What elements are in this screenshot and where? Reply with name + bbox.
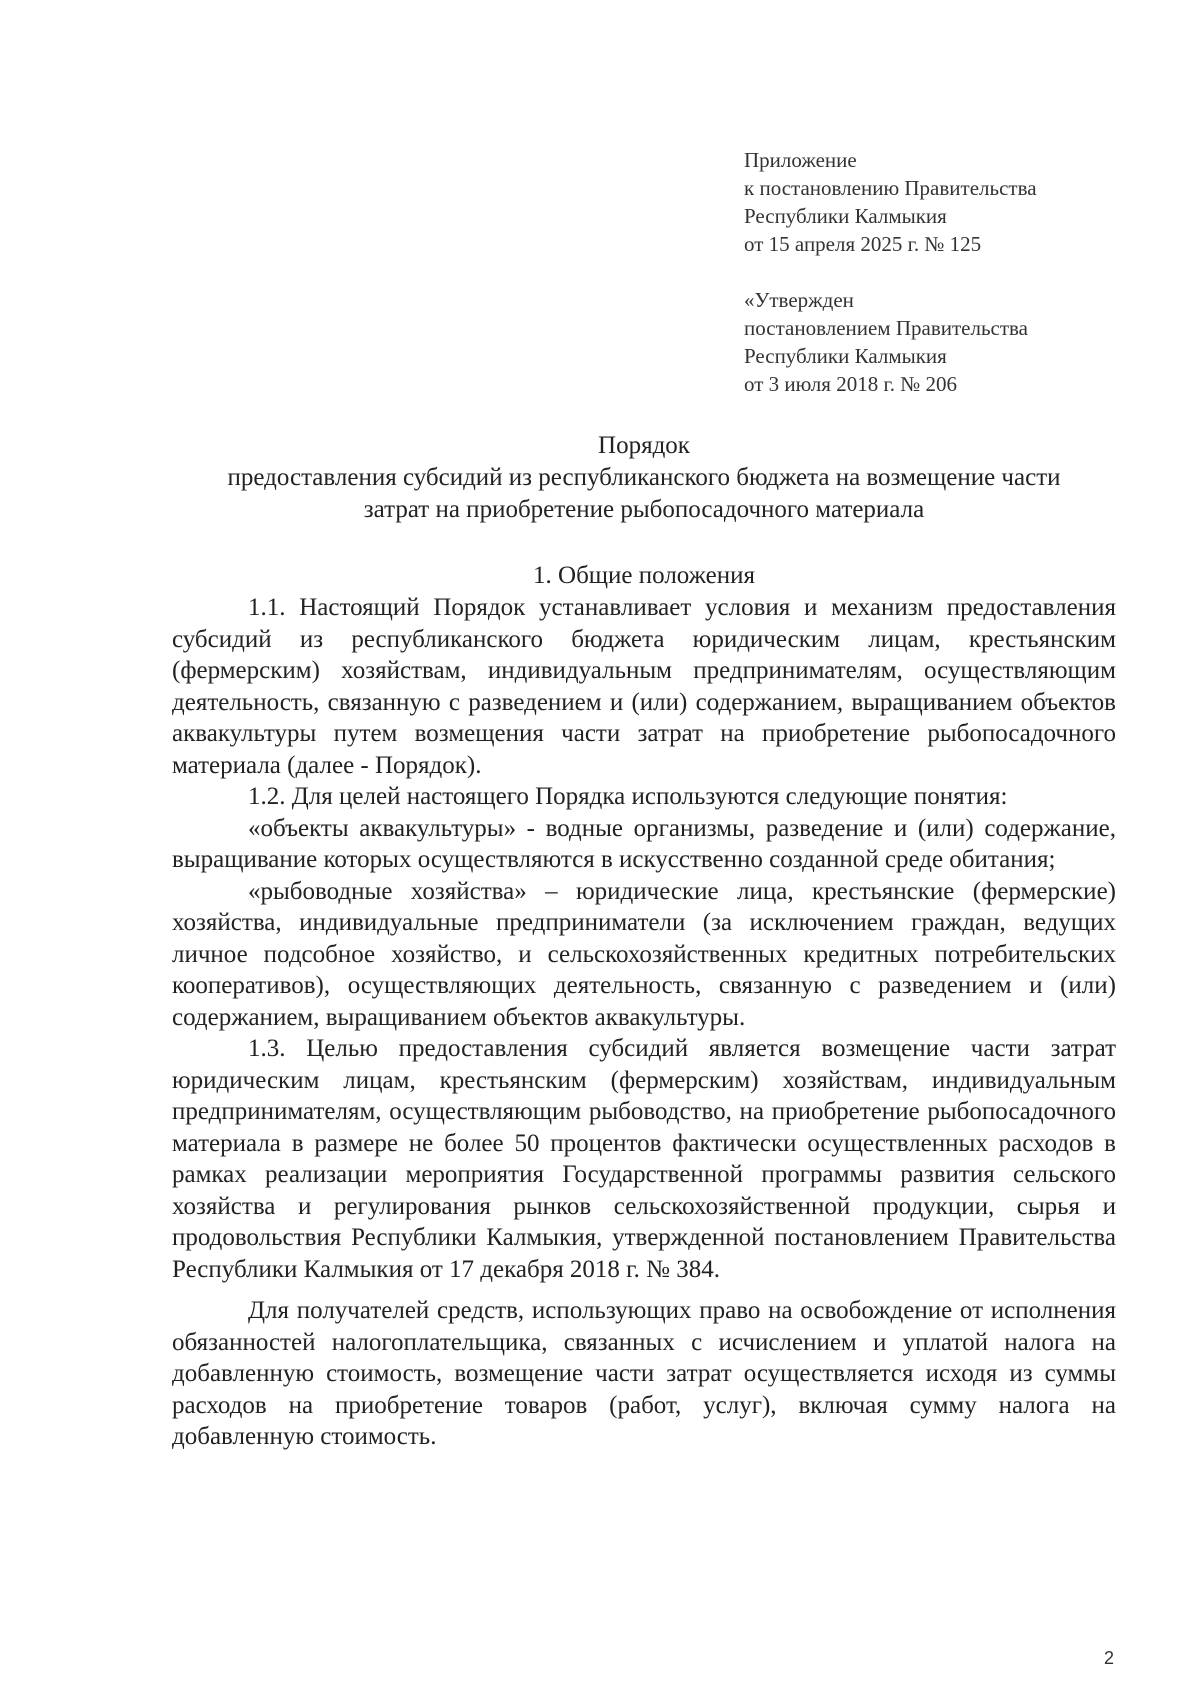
approved-block	[744, 286, 1164, 398]
section-heading: 1. Общие положения	[533, 562, 755, 589]
appendix-line: Республики Калмыкия	[744, 204, 947, 228]
title-subtitle-line: предоставления субсидий из республиканского бюджета на возмещение части	[227, 464, 1061, 491]
paragraph-1-1: 1.1. Настоящий Порядок устанавливает условия и механизм предоставления субсидий из республиканского бюджета юридическим лицам, крестьянским (фермерским) хозяйствам, индивидуальным предпринимателям, осуществляющим деятельность, связанную с разведением и (или) содержанием, выращиванием объектов аквакультуры путем возмещения части затрат на приобретение рыбопосадочного материала (далее - Порядок).	[172, 594, 1116, 779]
title-subtitle-line: затрат на приобретение рыбопосадочного материала	[363, 496, 925, 523]
page-number: 2	[1104, 1648, 1115, 1668]
appendix-block	[744, 146, 1164, 258]
paragraph-1-3: 1.3. Целью предоставления субсидий является возмещение части затрат юридическим лицам, крестьянским (фермерским) хозяйствам, индивидуальным предпринимателям, осуществляющим рыбоводство, на приобретение рыбопосадочного материала в размере не более 50 процентов фактически осуществленных расходов в рамках реализации мероприятия Государственной программы развития сельского хозяйства и регулирования рынков сельскохозяйственной продукции, сырья и продовольствия Республики Калмыкия, утвержденной постановлением Правительства Республики Калмыкия от 17 декабря 2018 г. № 384.	[172, 1035, 1116, 1283]
appendix-line: к постановлению Правительства	[744, 176, 1037, 200]
appendix-line: Приложение	[744, 148, 857, 172]
document-title	[172, 430, 1116, 526]
section-body	[172, 592, 1116, 1453]
approved-line: от 3 июля 2018 г. № 206	[744, 372, 957, 396]
appendix-line: от 15 апреля 2025 г. № 125	[744, 232, 982, 256]
approved-line: постановлением Правительства	[744, 316, 1029, 340]
approved-line: Республики Калмыкия	[744, 344, 947, 368]
approved-line: «Утвержден	[744, 288, 854, 312]
definition-fish-farms: «рыбоводные хозяйства» – юридические лица, крестьянские (фермерские) хозяйства, индивидуальные предприниматели (за исключением граждан, ведущих личное подсобное хозяйство, и сельскохозяйственных кредитных потребительских кооперативов), осуществляющих деятельность, связанную с разведением и (или) содержанием, выращиванием объектов аквакультуры.	[172, 877, 1116, 1031]
definition-aquaculture: «объекты аквакультуры» - водные организмы, разведение и (или) содержание, выращивание которых осуществляются в искусственно созданной среде обитания;	[172, 814, 1116, 873]
paragraph-vat: Для получателей средств, использующих право на освобождение от исполнения обязанностей налогоплательщика, связанных с исчислением и уплатой налога на добавленную стоимость, возмещение части затрат осуществляется исходя из суммы расходов на приобретение товаров (работ, услуг), включая сумму налога на добавленную стоимость.	[172, 1297, 1116, 1450]
title-main: Порядок	[598, 432, 690, 459]
paragraph-1-2: 1.2. Для целей настоящего Порядка используются следующие понятия:	[248, 783, 1008, 810]
